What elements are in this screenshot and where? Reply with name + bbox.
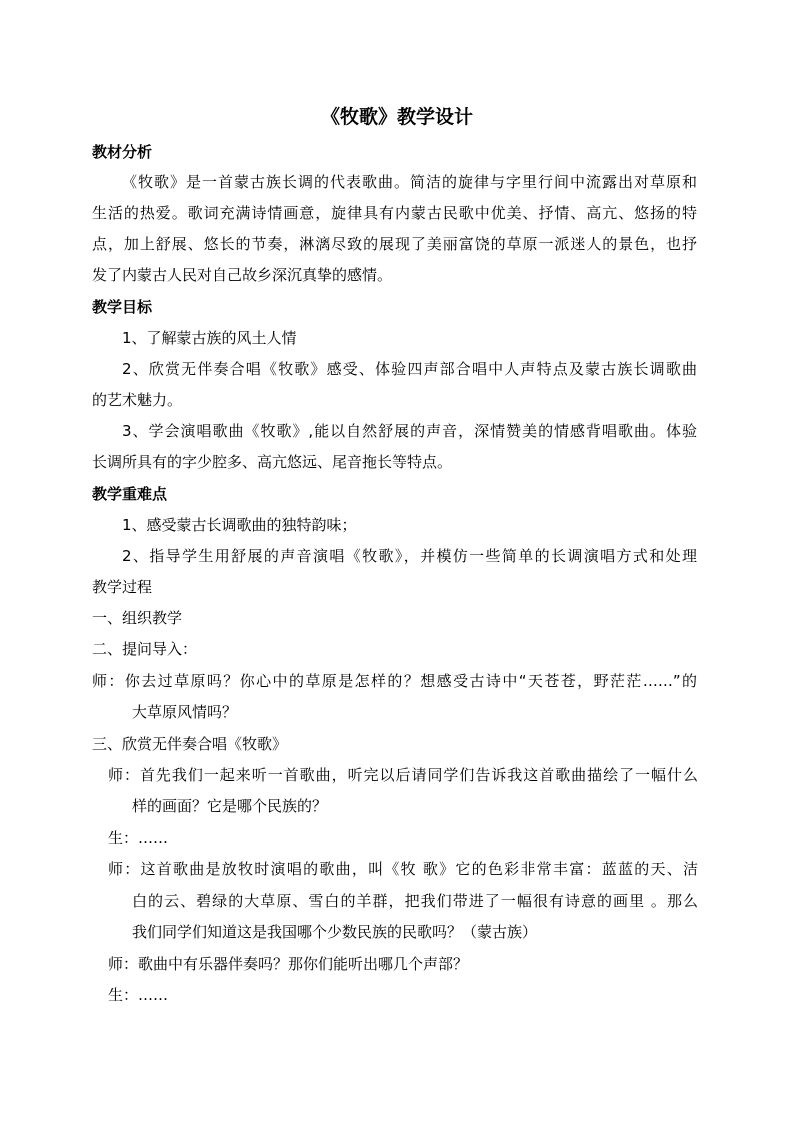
analysis-paragraph-line: 《牧歌》是一首蒙古族长调的代表歌曲。简洁的旋律与字里行间中流露出对草原和 [122,173,697,191]
section-heading-key-points: 教学重难点 [92,485,168,503]
student-line: 生：…… [108,986,169,1004]
key-point-item: 2、指导学生用舒展的声音演唱《牧歌》，并模仿一些简单的长调演唱方式和处理 [122,547,697,565]
goal-item: 3、学会演唱歌曲《牧歌》,能以自然舒展的声音，深情赞美的情感背唱歌曲。体验 [122,422,697,440]
goal-item-continuation: 长调所具有的字少腔多、高亢悠远、尾音拖长等特点。 [92,453,453,471]
section-heading-analysis: 教材分析 [92,143,153,161]
teacher-line-continuation: 样的画面？它是哪个民族的？ [132,797,328,815]
analysis-paragraph-line: 发了内蒙古人民对自己故乡深沉真挚的感情。 [92,266,393,284]
analysis-paragraph-line: 生活的热爱。歌词充满诗情画意，旋律具有内蒙古民歌中优美、抒情、高亢、悠扬的特 [92,204,697,222]
section-heading-process: 教学过程 [92,578,153,596]
section-heading-goals: 教学目标 [92,298,153,316]
teacher-line-continuation: 我们同学们知道这是我国哪个少数民族的民歌吗？（蒙古族） [132,923,538,941]
teacher-line: 师：你去过草原吗？你心中的草原是怎样的？想感受古诗中“天苍苍，野茫茫……”的 [92,672,697,690]
process-step: 一、组织教学 [92,609,183,627]
document-title: 《牧歌》教学设计 [320,106,473,128]
teacher-line-continuation: 大草原风情吗？ [132,703,238,721]
student-line: 生：…… [108,829,169,847]
key-point-item: 1、感受蒙古长调歌曲的独特韵味； [122,516,357,534]
teacher-line-continuation: 白的云、碧绿的大草原、雪白的羊群，把我们带进了一幅很有诗意的画里 。那么 [132,892,698,910]
teacher-line: 师：歌曲中有乐器伴奏吗？那你们能听出哪几个声部？ [108,955,469,973]
teacher-line: 师：首先我们一起来听一首歌曲，听完以后请同学们告诉我这首歌曲描绘了一幅什么 [108,766,698,784]
teacher-line: 师：这首歌曲是放牧时演唱的歌曲，叫《牧 歌》它的色彩非常丰富：蓝蓝的天、洁 [108,860,698,878]
process-step: 二、提问导入： [92,640,198,658]
goal-item-continuation: 的艺术魅力。 [92,391,183,409]
process-step: 三、欣赏无伴奏合唱《牧歌》 [92,735,288,753]
goal-item: 1、了解蒙古族的风土人情 [122,329,297,347]
analysis-paragraph-line: 点，加上舒展、悠长的节奏，淋漓尽致的展现了美丽富饶的草原一派迷人的景色，也抒 [92,235,697,253]
goal-item: 2、欣赏无伴奏合唱《牧歌》感受、体验四声部合唱中人声特点及蒙古族长调歌曲 [122,360,697,378]
